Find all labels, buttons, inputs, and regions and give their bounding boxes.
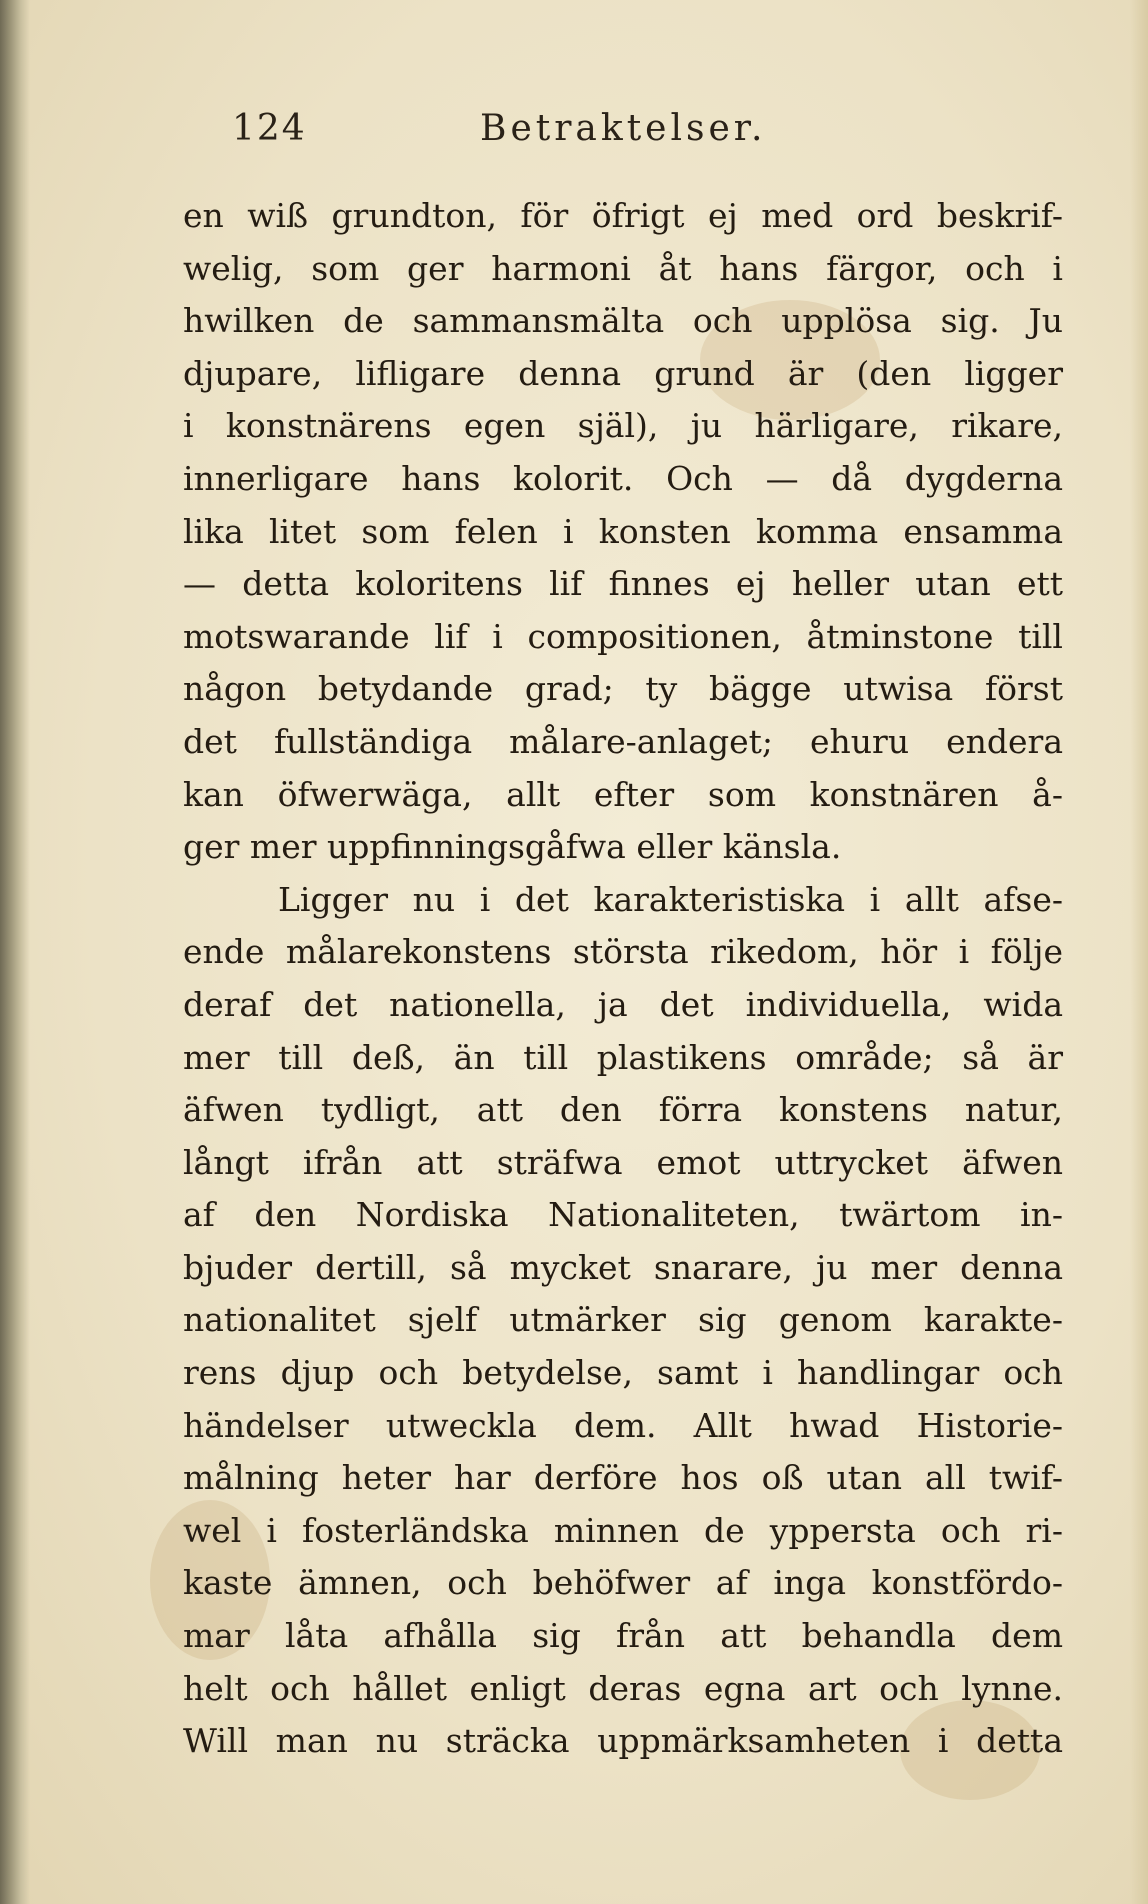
text-line: lika litet som felen i konsten komma ensamma	[183, 511, 1063, 551]
text-line: innerligare hans kolorit. Och — då dygderna	[183, 458, 1063, 498]
text-line: mer till deß, än till plastikens område; så är	[183, 1037, 1063, 1077]
text-line: wel i fosterländska minnen de yppersta och ri-	[183, 1510, 1063, 1550]
text-line: kaste ämnen, och behöfwer af inga konstfördo-	[183, 1563, 1063, 1603]
text-line: någon betydande grad; ty bägge utwisa först	[183, 669, 1063, 709]
text-line: målning heter har derföre hos oß utan all twif-	[183, 1458, 1063, 1498]
text-line: ende målarekonstens största rikedom, hör i följe	[183, 932, 1063, 972]
text-line: ger mer uppfinningsgåfwa eller känsla.	[183, 827, 842, 867]
page-number: 124	[232, 108, 307, 149]
text-line: det fullständiga målare-anlaget; ehuru endera	[183, 721, 1063, 761]
page-edge-shadow	[1130, 0, 1148, 1904]
text-line: af den Nordiska Nationaliteten, twärtom in-	[183, 1195, 1063, 1235]
text-line: welig, som ger harmoni åt hans färgor, och i	[183, 248, 1063, 288]
text-line: mar låta afhålla sig från att behandla dem	[183, 1616, 1063, 1656]
text-line: — detta koloritens lif finnes ej heller utan ett	[183, 564, 1063, 604]
text-line: helt och hållet enligt deras egna art och lynne.	[183, 1668, 1063, 1708]
text-line: deraf det nationella, ja det individuella, wida	[183, 984, 1063, 1024]
text-line: hwilken de sammansmälta och upplösa sig. Ju	[183, 301, 1063, 341]
text-line: djupare, lifligare denna grund är (den ligger	[183, 353, 1063, 393]
text-line: rens djup och betydelse, samt i handlingar och	[183, 1353, 1063, 1393]
text-line: Will man nu sträcka uppmärksamheten i detta	[183, 1721, 1063, 1761]
running-title: Betraktelser.	[480, 108, 767, 149]
page-header	[232, 108, 1052, 168]
text-line: motswarande lif i compositionen, åtminstone till	[183, 616, 1063, 656]
text-line: Ligger nu i det karakteristiska i allt afse-	[278, 879, 1063, 919]
text-line: långt ifrån att sträfwa emot uttrycket äfwen	[183, 1142, 1063, 1182]
body-text	[183, 190, 1063, 1768]
text-line: äfwen tydligt, att den förra konstens natur,	[183, 1090, 1063, 1130]
text-line: i konstnärens egen själ), ju härligare, rikare,	[183, 406, 1063, 446]
text-line: händelser utweckla dem. Allt hwad Historie-	[183, 1405, 1063, 1445]
book-spine-shadow	[0, 0, 30, 1904]
text-line: bjuder dertill, så mycket snarare, ju mer denna	[183, 1247, 1063, 1287]
text-line: nationalitet sjelf utmärker sig genom karakte-	[183, 1300, 1063, 1340]
text-line: kan öfwerwäga, allt efter som konstnären å-	[183, 774, 1063, 814]
text-line: en wiß grundton, för öfrigt ej med ord beskrif-	[183, 196, 1063, 235]
